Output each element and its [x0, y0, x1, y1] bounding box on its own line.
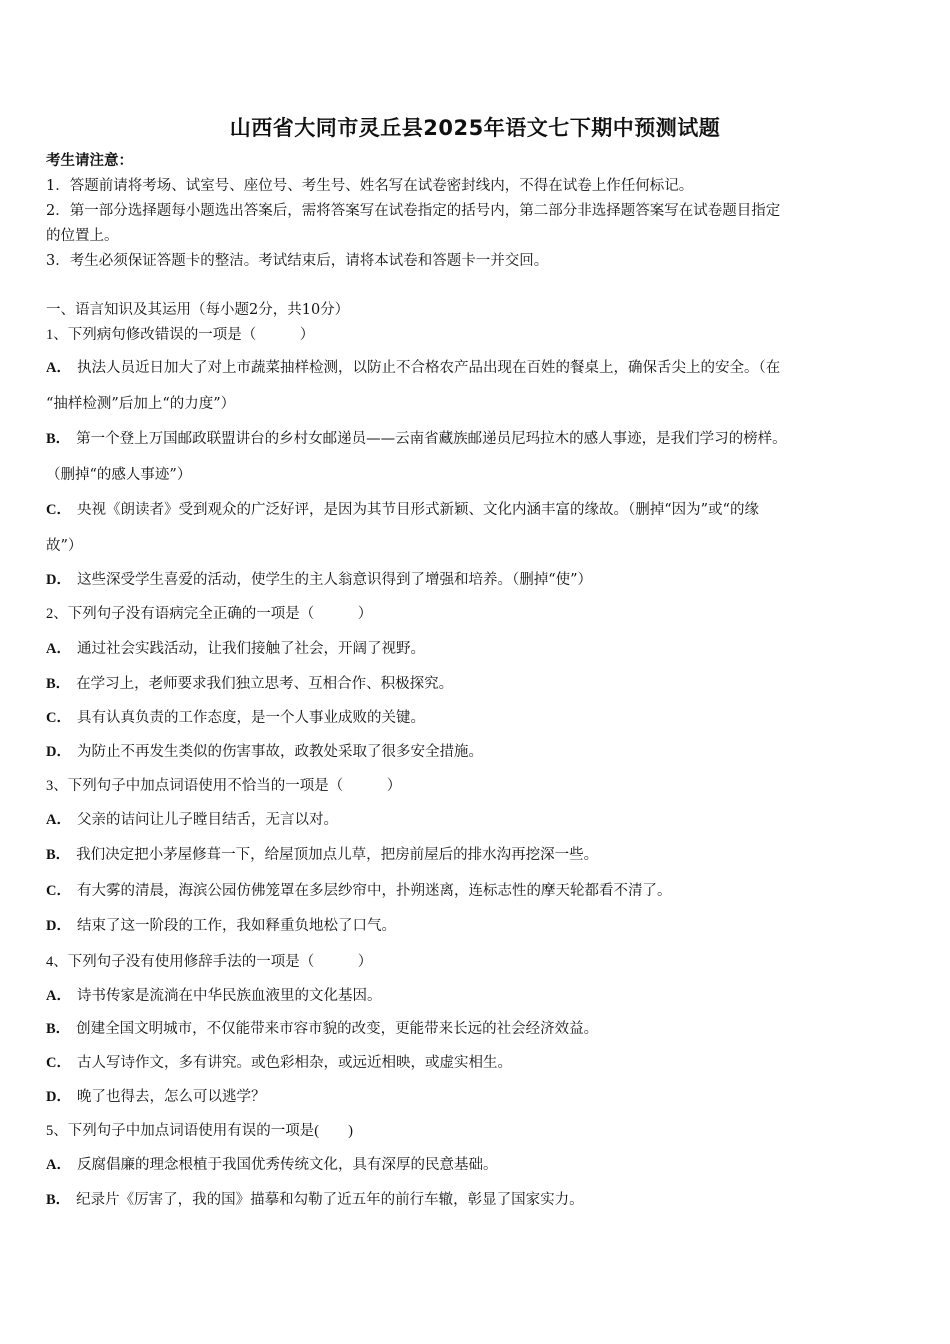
- q2-option-c: [46, 708, 904, 728]
- q2-option-b: [46, 674, 904, 694]
- q4-option-d-text: 晚了也得去，怎么可以逃学？: [76, 1089, 266, 1105]
- q4-option-a-text: 诗书传家是流淌在中华民族血液里的文化基因。: [76, 988, 382, 1004]
- page-title: 山西省大同市灵丘县2025年语文七下期中预测试题: [229, 116, 721, 140]
- q4-option-b-text: 创建全国文明城市，不仅能带来市容市貌的改变，更能带来长远的社会经济效益。: [76, 1021, 599, 1037]
- notice-item-2-cont: 的位置上。: [46, 228, 119, 244]
- option-letter: A．: [46, 812, 71, 828]
- q1-option-d-text: 这些深受学生喜爱的活动，使学生的主人翁意识得到了增强和培养。（删掉“使”）: [76, 572, 593, 588]
- option-letter: C．: [46, 883, 71, 899]
- q5-option-a: [46, 1155, 904, 1175]
- q1-option-d: [46, 570, 904, 590]
- q1-option-b: [46, 429, 904, 449]
- q2-option-d-text: 为防止不再发生类似的伤害事故，政教处采取了很多安全措施。: [76, 744, 483, 760]
- q1-option-c: [46, 500, 904, 520]
- q3-option-b: [46, 845, 904, 865]
- option-letter: B．: [46, 1021, 71, 1037]
- q3-option-c-text: 有大雾的清晨，海滨公园仿佛笼罩在多层纱帘中，扑朔迷离，连标志性的摩天轮都看不清了。: [76, 883, 672, 899]
- q1-stem: 1、下列病句修改错误的一项是（ ）: [46, 327, 315, 343]
- option-letter: B．: [46, 431, 71, 447]
- q5-option-a-text: 反腐倡廉的理念根植于我国优秀传统文化，具有深厚的民意基础。: [76, 1157, 498, 1173]
- q3-option-a-text: 父亲的诘问让儿子瞠目结舌，无言以对。: [76, 812, 338, 828]
- option-letter: A．: [46, 1157, 71, 1173]
- q4-option-c: [46, 1053, 904, 1073]
- q4-option-c-text: 古人写诗作文，多有讲究。或色彩相杂，或远近相映，或虚实相生。: [76, 1055, 512, 1071]
- option-letter: B．: [46, 676, 71, 692]
- option-letter: D．: [46, 744, 71, 760]
- q5-option-b-text: 纪录片《厉害了，我的国》描摹和勾勒了近五年的前行车辙，彰显了国家实力。: [76, 1192, 584, 1208]
- q3-stem: 3、下列句子中加点词语使用不恰当的一项是（ ）: [46, 778, 402, 794]
- q3-option-b-text: 我们决定把小茅屋修葺一下，给屋顶加点儿草，把房前屋后的排水沟再挖深一些。: [76, 847, 599, 863]
- q5-stem: 5、下列句子中加点词语使用有误的一项是( ): [46, 1123, 353, 1139]
- section-heading: 一、语言知识及其运用（每小题2分，共10分）: [46, 302, 350, 318]
- notice-item-2: 2．第一部分选择题每小题选出答案后，需将答案写在试卷指定的括号内，第二部分非选择题答案写在试卷题目指定: [46, 203, 781, 219]
- option-letter: D．: [46, 572, 71, 588]
- option-letter: D．: [46, 918, 71, 934]
- option-letter: C．: [46, 710, 71, 726]
- notice-item-3: 3．考生必须保证答题卡的整洁。考试结束后，请将本试卷和答题卡一并交回。: [46, 253, 549, 269]
- option-letter: A．: [46, 988, 71, 1004]
- q1-option-a-cont: “抽样检测”后加上“的力度”）: [46, 396, 236, 412]
- q1-option-c-cont: 故”）: [46, 538, 83, 554]
- q4-option-a: [46, 986, 904, 1006]
- q4-stem: 4、下列句子没有使用修辞手法的一项是（ ）: [46, 954, 373, 970]
- option-letter: A．: [46, 641, 71, 657]
- option-letter: C．: [46, 502, 71, 518]
- q3-option-d: [46, 916, 904, 936]
- q1-option-a: [46, 358, 904, 378]
- notice-item-1: 1．答题前请将考场、试室号、座位号、考生号、姓名写在试卷密封线内，不得在试卷上作任何标记。: [46, 178, 694, 194]
- q1-option-b-cont: （删掉“的感人事迹”）: [46, 467, 192, 483]
- q3-option-d-text: 结束了这一阶段的工作，我如释重负地松了口气。: [76, 918, 396, 934]
- q4-option-d: [46, 1087, 904, 1107]
- option-letter: C．: [46, 1055, 71, 1071]
- q1-option-b-text: 第一个登上万国邮政联盟讲台的乡村女邮递员——云南省藏族邮递员尼玛拉木的感人事迹，是我们学习的榜样。: [76, 431, 787, 447]
- q2-option-a-text: 通过社会实践活动，让我们接触了社会，开阔了视野。: [76, 641, 425, 657]
- option-letter: A．: [46, 360, 71, 376]
- q2-option-c-text: 具有认真负责的工作态度，是一个人事业成败的关键。: [76, 710, 425, 726]
- option-letter: B．: [46, 847, 71, 863]
- q2-option-b-text: 在学习上，老师要求我们独立思考、互相合作、积极探究。: [76, 676, 454, 692]
- option-letter: D．: [46, 1089, 71, 1105]
- q1-option-a-text: 执法人员近日加大了对上市蔬菜抽样检测，以防止不合格农产品出现在百姓的餐桌上，确保舌尖上的安全。（在: [76, 360, 781, 376]
- option-letter: B．: [46, 1192, 71, 1208]
- q2-stem: 2、下列句子没有语病完全正确的一项是（ ）: [46, 606, 373, 622]
- q3-option-a: [46, 810, 904, 830]
- q2-option-a: [46, 639, 904, 659]
- q5-option-b: [46, 1190, 904, 1210]
- q1-option-c-text: 央视《朗读者》受到观众的广泛好评，是因为其节目形式新颖、文化内涵丰富的缘故。（删掉“因为”或“的缘: [76, 502, 759, 518]
- q4-option-b: [46, 1019, 904, 1039]
- q2-option-d: [46, 742, 904, 762]
- notice-heading: 考生请注意：: [46, 152, 133, 169]
- q3-option-c: [46, 881, 904, 901]
